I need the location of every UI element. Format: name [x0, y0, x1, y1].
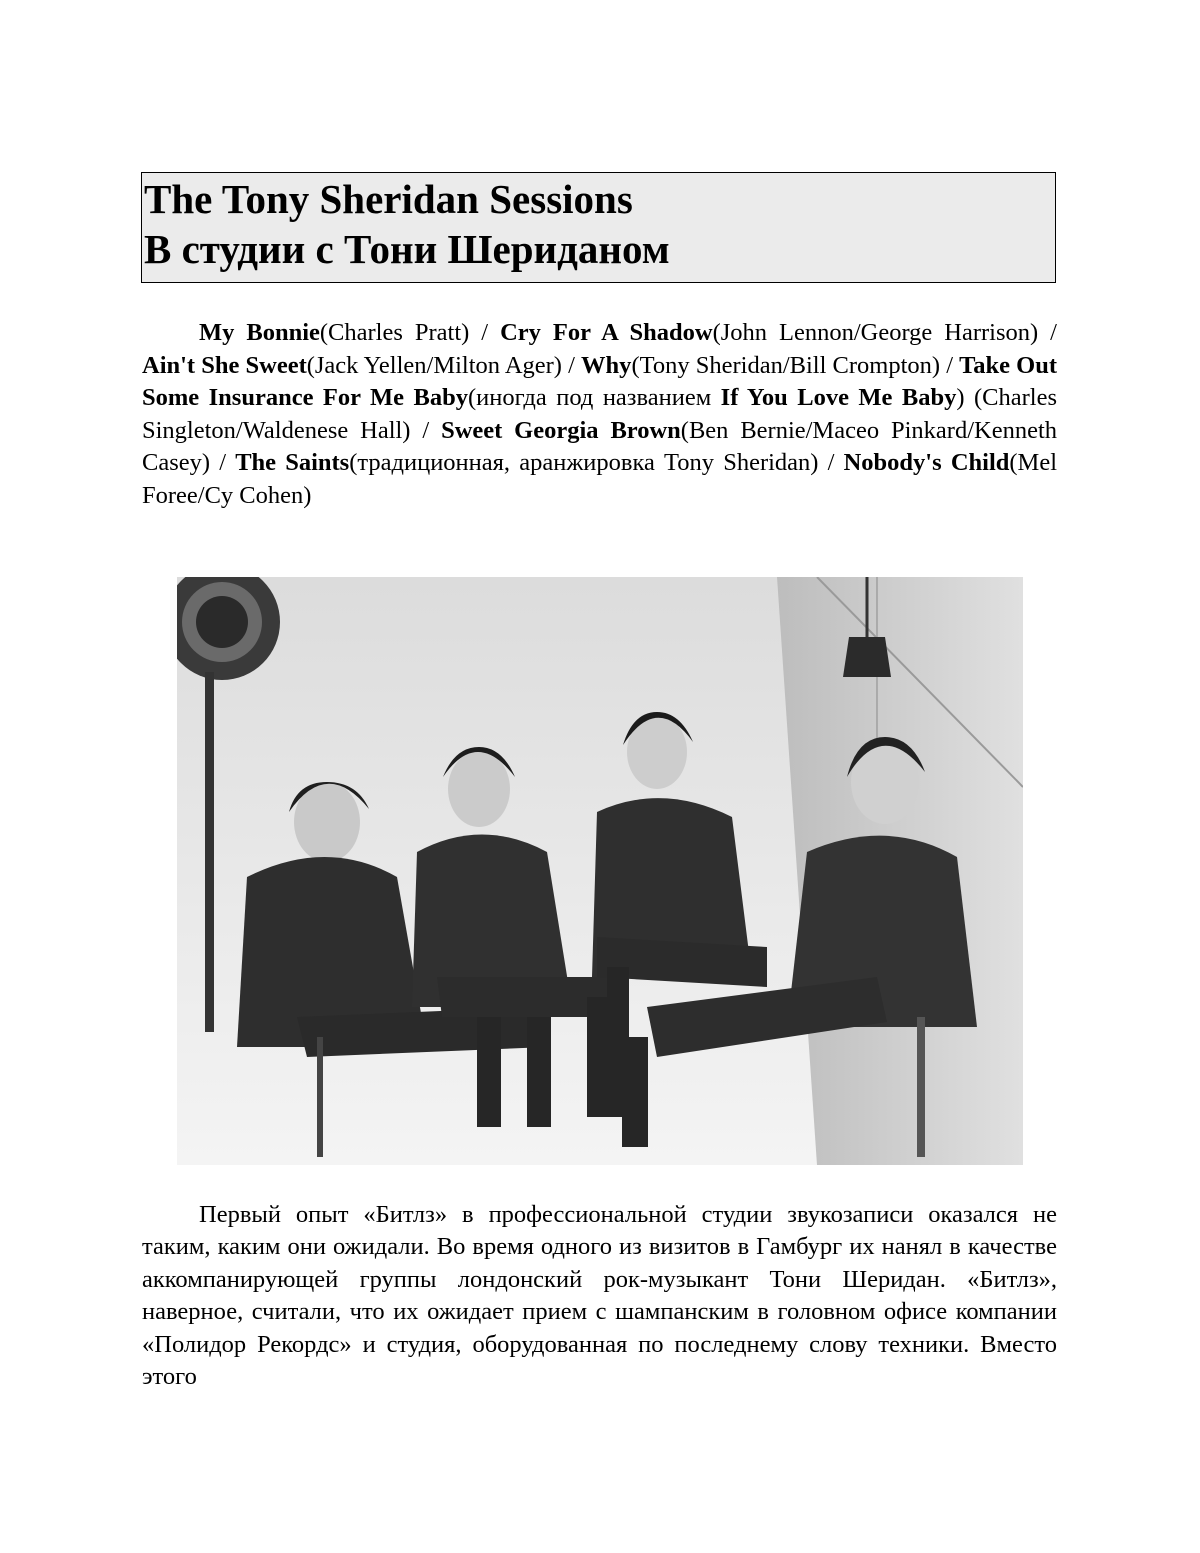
track-title: Take Out Some Insurance For Me Baby: [142, 351, 1057, 412]
track-credit: (Charles Pratt) /: [319, 319, 501, 346]
title-english: The Tony Sheridan Sessions: [144, 176, 633, 222]
track-credit: (иногда под названием: [467, 384, 721, 412]
band-photo: [177, 577, 1023, 1165]
track-title: Cry For A Shadow: [500, 319, 713, 346]
track-credit: (Jack Yellen/Milton Ager) /: [306, 351, 582, 379]
tracklist-paragraph: [142, 317, 1057, 513]
title-box: [141, 172, 1056, 283]
body-paragraph: [142, 1199, 1057, 1426]
track-credit: ) (Charles Singleton/Waldenese Hall) /: [142, 384, 1057, 444]
track-title: The Saints: [235, 449, 350, 477]
track-title: Why: [581, 351, 632, 379]
track-credit: (Ben Bernie/Maceo Pinkard/Kenneth Casey) /: [142, 416, 1058, 477]
band-photo-illustration: [177, 577, 1023, 1165]
track-credit: (Mel Foree/Cy Cohen): [142, 449, 1058, 509]
title-russian: В студии с Тони Шериданом: [144, 226, 670, 272]
track-title: Sweet Georgia Brown: [441, 416, 681, 444]
body-paragraph-text: Первый опыт «Битлз» в профессиональной студии звукозаписи оказался не таким, каким они ожидали. Во время одного из визитов в Гамбург их нанял в качестве аккомпанирующей группы лондонский рок-музыкант Тони Шеридан. «Битлз», наверное, считали, что их ожидает прием с шампанским в головном офисе компании «Полидор Рекордс» и студия, оборудованная по последнему слову техники. Вместо этого: [142, 1201, 1057, 1391]
track-credit: (традиционная, аранжировка Tony Sheridan) /: [349, 449, 844, 477]
track-title: Nobody's Child: [843, 449, 1010, 477]
track-credit: (Tony Sheridan/Bill Crompton) /: [631, 351, 960, 379]
track-title: My Bonnie: [199, 319, 320, 346]
track-title: Ain't She Sweet: [142, 351, 307, 379]
track-title: If You Love Me Baby: [720, 384, 957, 412]
track-credit: (John Lennon/George Harrison) /: [712, 319, 1057, 346]
